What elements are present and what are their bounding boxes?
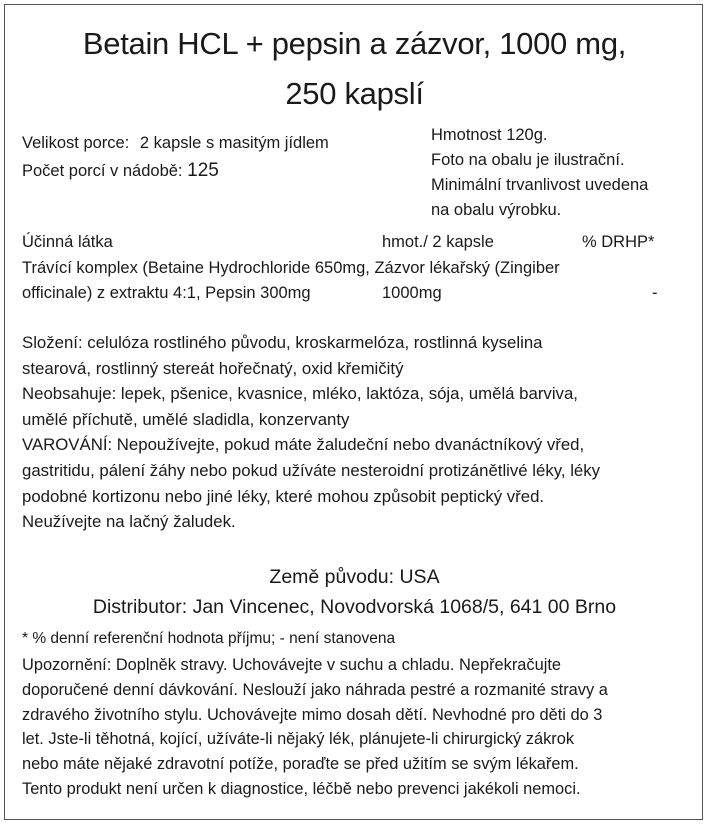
serving-count xyxy=(22,160,219,182)
serving-size-label: Velikost porce: xyxy=(22,134,130,152)
allergens-line: Neobsahuje: lepek, pšenice, kvasnice, mléko, laktóza, sója, umělá barviva, xyxy=(22,384,578,404)
product-title-line1: Betain HCL + pepsin a zázvor, 1000 mg, xyxy=(82,26,627,61)
country-of-origin: Země původu: USA xyxy=(269,566,440,588)
photo-note: Foto na obalu je ilustrační. xyxy=(431,151,625,169)
serving-size-value: 2 kapsle s masitým jídlem xyxy=(139,134,329,152)
warning-line: Neužívejte na lačný žaludek. xyxy=(22,512,236,532)
col-substance-header: Účinná látka xyxy=(22,233,113,251)
notice-line: doporučené denní dávkování. Neslouží jako náhrada pestré a rozmanité stravy a xyxy=(22,680,608,699)
product-title-line2: 250 kapslí xyxy=(285,76,424,111)
warning-line: VAROVÁNÍ: Nepoužívejte, pokud máte žaludeční nebo dvanáctníkový vřed, xyxy=(22,435,585,455)
drhp-footnote: * % denní referenční hodnota příjmu; - není stanovena xyxy=(22,630,396,647)
warning-line: gastritidu, pálení žáhy nebo pokud užíváte nesteroidní protizánětlivé léky, léky xyxy=(22,460,601,480)
warning-line: podobné kortizonu nebo jiné léky, které mohou způsobit peptický vřed. xyxy=(22,486,545,506)
notice-line: nebo máte nějaké zdravotní potíže, poraďte se před užitím se svým lékařem. xyxy=(22,755,579,774)
notice-block xyxy=(22,653,678,802)
allergens-line: umělé příchutě, umělé sladidla, konzervanty xyxy=(22,409,350,429)
notice-line: zdravého životního stylu. Uchovávejte mimo dosah dětí. Nevhodné pro děti do 3 xyxy=(22,705,603,724)
weight-info: Hmotnost 120g. xyxy=(431,126,548,144)
composition-line: stearová, rostlinný stereát hořečnatý, oxid křemičitý xyxy=(22,358,404,378)
ingredient-amount: 1000mg xyxy=(382,284,442,302)
serving-count-label: Počet porcí v nádobě: xyxy=(22,162,183,180)
serving-size xyxy=(22,134,329,153)
notice-line: Tento produkt není určen k diagnostice, léčbě nebo prevenci jakékoli nemoci. xyxy=(22,779,581,798)
serving-count-value: 125 xyxy=(187,160,219,181)
col-amount-header: hmot./ 2 kapsle xyxy=(382,233,494,251)
notice-line: Upozornění: Doplněk stravy. Uchovávejte v suchu a chladu. Nepřekračujte xyxy=(22,656,562,674)
composition-line: Složení: celulóza rostliného původu, kroskarmelóza, rostlinná kyselina xyxy=(22,333,543,352)
col-drhp-header: % DRHP* xyxy=(582,233,655,251)
expiry-note-line1: Minimální trvanlivost uvedena xyxy=(431,176,649,194)
ingredient-row-line1: Trávící komplex (Betaine Hydrochloride 650mg, Zázvor lékařský (Zingiber xyxy=(22,259,560,277)
distributor: Distributor: Jan Vincenec, Novodvorská 1068/5, 641 00 Brno xyxy=(92,596,617,618)
notice-line: let. Jste-li těhotná, kojící, užíváte-li nějaký lék, plánujete-li chirurgický zákrok xyxy=(22,730,575,749)
composition-block xyxy=(22,330,686,535)
ingredient-row-line2: officinale) z extraktu 4:1, Pepsin 300mg xyxy=(22,284,311,302)
ingredient-drhp: - xyxy=(652,284,658,302)
expiry-note-line2: na obalu výrobku. xyxy=(431,201,562,219)
